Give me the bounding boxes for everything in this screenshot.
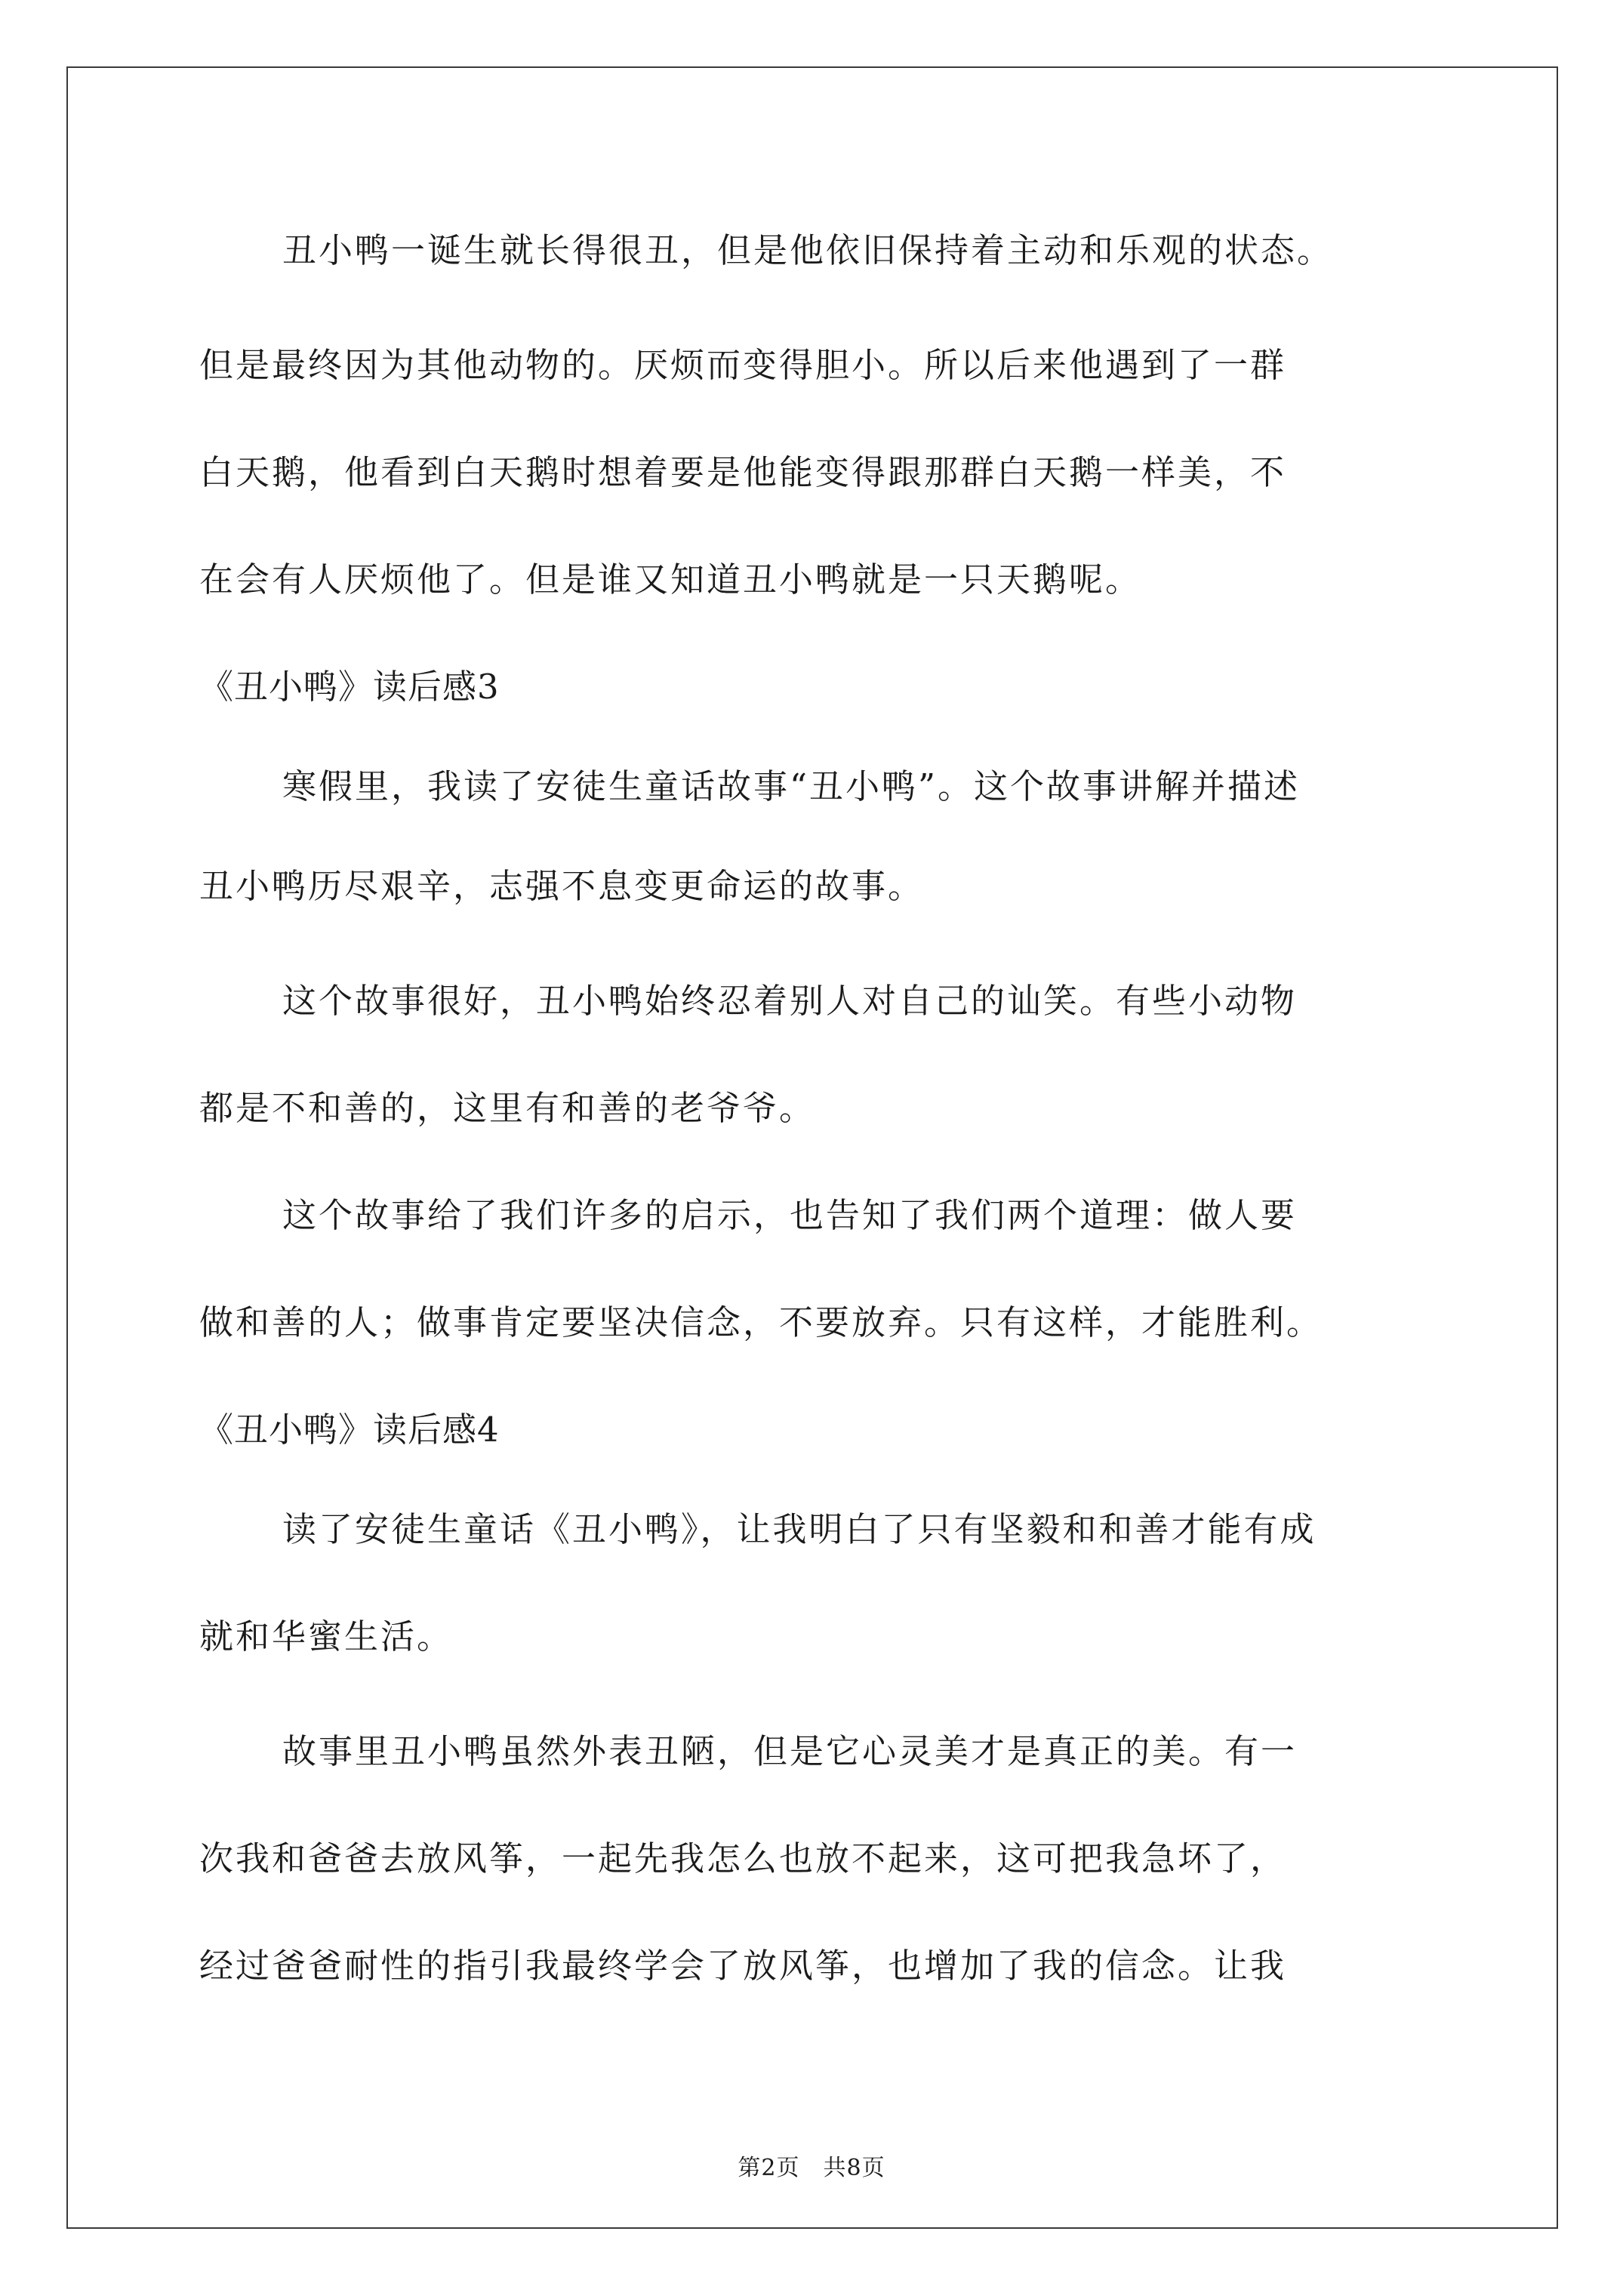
section-heading: 《丑小鸭》读后感3 (199, 667, 500, 707)
paragraph-line: 丑小鸭历尽艰辛，志强不息变更命运的故事。 (199, 866, 925, 906)
page-number-footer: 第2页 共8页 (738, 2155, 885, 2181)
paragraph-line: 丑小鸭一诞生就长得很丑，但是他依旧保持着主动和乐观的状态。 (282, 230, 1334, 270)
paragraph-line: 在会有人厌烦他了。但是谁又知道丑小鸭就是一只天鹅呢。 (199, 559, 1142, 599)
page-border (66, 66, 1558, 2229)
paragraph-line: 都是不和善的，这里有和善的老爷爷。 (199, 1088, 816, 1128)
paragraph-line: 经过爸爸耐性的指引我最终学会了放风筝，也增加了我的信念。让我 (199, 1946, 1287, 1986)
paragraph-line: 读了安徒生童话《丑小鸭》，让我明白了只有坚毅和和善才能有成 (282, 1509, 1317, 1549)
paragraph-line: 次我和爸爸去放风筝，一起先我怎么也放不起来，这可把我急坏了， (199, 1838, 1287, 1878)
paragraph-line: 这个故事很好，丑小鸭始终忍着别人对自己的讪笑。有些小动物 (282, 981, 1298, 1021)
paragraph-line: 白天鹅，他看到白天鹅时想着要是他能变得跟那群白天鹅一样美，不 (199, 452, 1287, 492)
paragraph-line: 做和善的人；做事肯定要坚决信念，不要放弃。只有这样，才能胜利。 (199, 1302, 1323, 1342)
paragraph-line: 就和华蜜生活。 (199, 1616, 454, 1657)
paragraph-line: 这个故事给了我们许多的启示，也告知了我们两个道理：做人要 (282, 1195, 1298, 1235)
section-heading: 《丑小鸭》读后感4 (199, 1410, 500, 1450)
paragraph-line: 故事里丑小鸭虽然外表丑陋，但是它心灵美才是真正的美。有一 (282, 1731, 1298, 1771)
paragraph-line: 寒假里，我读了安徒生童话故事“丑小鸭”。这个故事讲解并描述 (282, 766, 1301, 806)
paragraph-line: 但是最终因为其他动物的。厌烦而变得胆小。所以后来他遇到了一群 (199, 345, 1287, 385)
